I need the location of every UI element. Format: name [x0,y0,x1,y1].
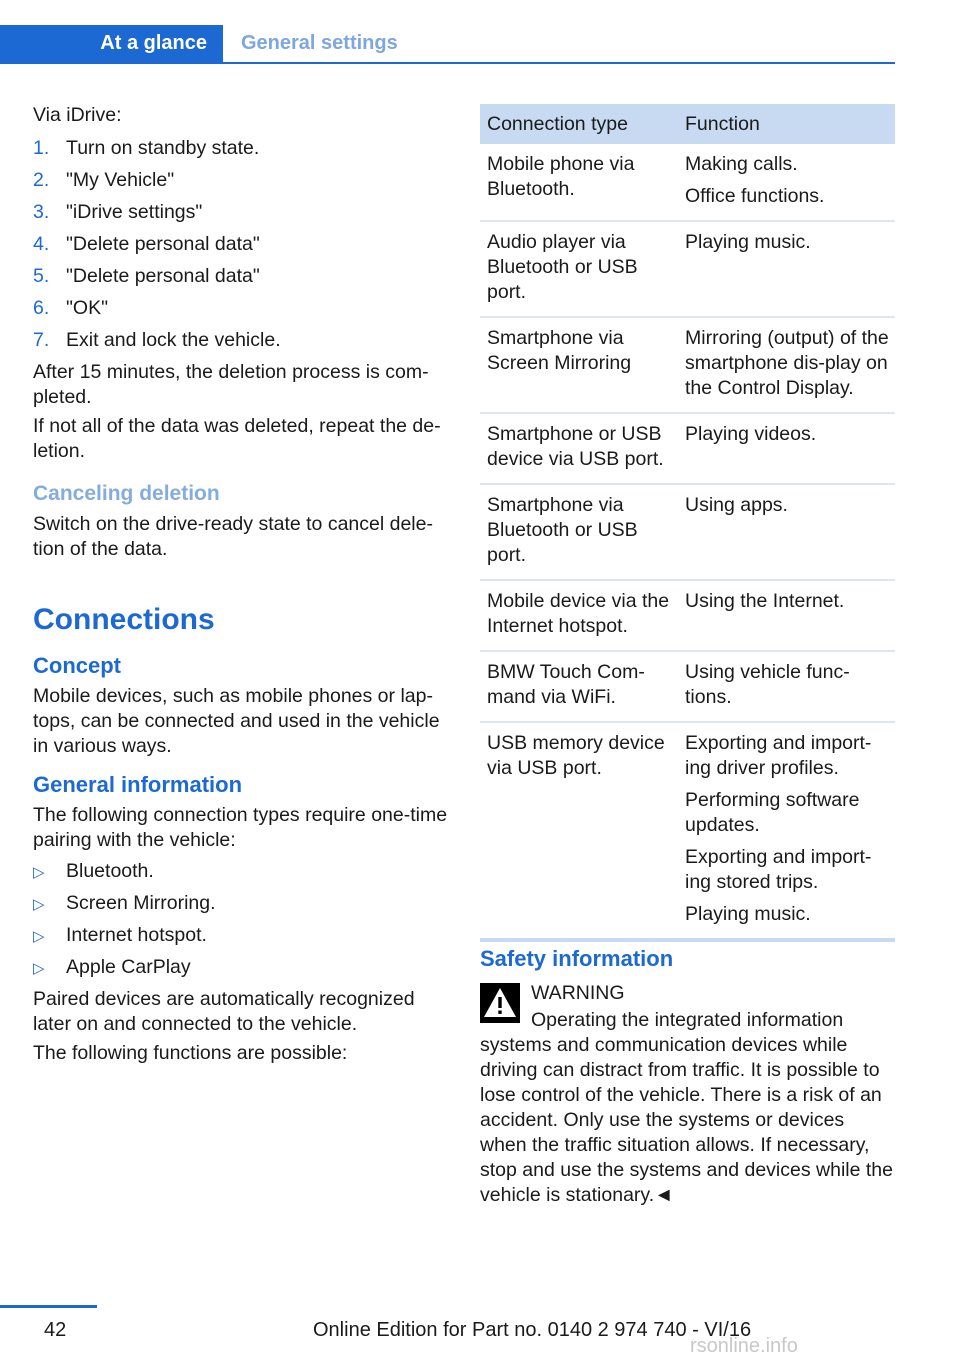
left-column [33,103,448,1070]
footer-rule [0,1305,97,1308]
intro-text: Via iDrive: [33,104,122,126]
connection-type-cell: Mobile device via the Internet hotspot. [487,590,670,637]
step-text: "iDrive settings" [66,201,203,223]
column-header-function: Function [685,113,760,135]
list-item [33,951,448,983]
function-line: Playing videos. [685,423,817,445]
step-number: 4. [33,233,50,255]
function-cell [678,152,895,209]
list-item [33,919,448,951]
connections-table [480,104,895,942]
warning-label: WARNING [531,982,625,1004]
connection-type-cell: Smartphone via Bluetooth or USB port. [487,494,638,566]
function-line: Office functions. [685,185,825,207]
function-cell [678,493,895,568]
connection-type-cell: BMW Touch Com‐mand via WiFi. [487,661,645,708]
list-item [33,887,448,919]
function-cell [678,731,895,927]
table-header [480,104,895,144]
connection-type-cell: Mobile phone via Bluetooth. [487,153,635,200]
function-cell [678,589,895,639]
function-line: Performing software updates. [685,789,860,836]
connection-type-cell: Smartphone or USB device via USB port. [487,423,664,470]
list-item [33,196,448,228]
list-item [33,855,448,887]
function-line: Exporting and import‐ing driver profiles. [685,732,872,779]
function-cell [678,326,895,401]
safety-information-heading: Safety information [480,946,674,971]
triangle-bullet-icon: ▷ [33,928,45,945]
table-row [480,581,895,652]
function-line: Using vehicle func‐tions. [685,661,850,708]
general-text: The following connection types require one-time pairing with the vehicle: [33,804,448,851]
step-number: 1. [33,137,50,159]
canceling-deletion-heading: Canceling deletion [33,482,220,505]
warning-triangle-icon [480,983,520,1023]
step-number: 3. [33,201,50,223]
tab-at-a-glance[interactable]: At a glance [0,25,223,62]
bullet-text: Internet hotspot. [66,924,207,946]
connection-type-cell: USB memory device via USB port. [487,732,665,779]
triangle-bullet-icon: ▷ [33,864,45,881]
list-item [33,228,448,260]
function-cell [678,422,895,472]
bullet-text: Apple CarPlay [66,956,191,978]
functions-intro-text: The following functions are possible: [33,1042,348,1064]
triangle-bullet-icon: ▷ [33,896,45,913]
connections-heading: Connections [33,603,215,636]
function-line: Mirroring (output) of the smartphone dis‐play on the Control Display. [685,327,889,399]
function-line: Exporting and import‐ing stored trips. [685,846,872,893]
steps-list [33,132,448,356]
page-number: 42 [44,1319,67,1341]
general-information-heading: General information [33,772,243,797]
cancel-text: Switch on the drive-ready state to cancel dele‐tion of the data. [33,513,433,560]
triangle-bullet-icon: ▷ [33,960,45,977]
step-text: "My Vehicle" [66,169,175,191]
table-row [480,723,895,938]
step-text: Turn on standby state. [66,137,260,159]
step-number: 5. [33,265,50,287]
bullet-text: Screen Mirroring. [66,892,216,914]
tab-general-settings[interactable]: General settings [241,32,398,54]
table-row [480,318,895,414]
list-item [33,324,448,356]
table-row [480,652,895,723]
table-row [480,144,895,222]
concept-text: Mobile devices, such as mobile phones or lap‐tops, can be connected and used in the vehicle in various ways. [33,685,440,757]
column-header-connection-type: Connection type [487,113,628,135]
connection-type-cell: Audio player via Bluetooth or USB port. [487,231,638,303]
safety-information-section [480,945,895,1208]
function-line: Playing music. [685,231,811,253]
repeat-note-text: If not all of the data was deleted, repeat the de‐letion. [33,415,441,462]
list-item [33,132,448,164]
connection-type-cell: Smartphone via Screen Mirroring [487,327,632,374]
step-number: 7. [33,329,50,351]
step-number: 2. [33,169,50,191]
function-cell [678,660,895,710]
bullet-text: Bluetooth. [66,860,154,882]
warning-body-text: Operating the integrated information systems and communication devices while driving can distract from traffic. It is possible to lose control of the vehicle. There is a risk of an accident. Only use the systems or devices when the traffic situation allows. If necessary, stop and use the systems and devices while the vehicle is stationary.◄ [480,1009,893,1206]
watermark: rsonline.info [690,1335,798,1357]
step-text: "Delete personal data" [66,265,260,287]
after-steps-text: After 15 minutes, the deletion process is com‐pleted. [33,361,429,408]
table-row [480,222,895,318]
concept-heading: Concept [33,653,121,678]
function-line: Playing music. [685,903,811,925]
list-item [33,164,448,196]
paired-devices-text: Paired devices are automatically recognized later on and connected to the vehicle. [33,988,415,1035]
list-item [33,292,448,324]
step-text: "Delete personal data" [66,233,260,255]
function-line: Making calls. [685,153,798,175]
function-line: Using apps. [685,494,788,516]
function-line: Using the Internet. [685,590,845,612]
table-row [480,414,895,485]
edition-note: Online Edition for Part no. 0140 2 974 740 - VI/16 [313,1319,752,1341]
step-text: "OK" [66,297,109,319]
connection-types-list [33,855,448,983]
page-header [0,25,895,64]
function-cell [678,230,895,305]
step-number: 6. [33,297,50,319]
table-row [480,485,895,581]
list-item [33,260,448,292]
step-text: Exit and lock the vehicle. [66,329,281,351]
